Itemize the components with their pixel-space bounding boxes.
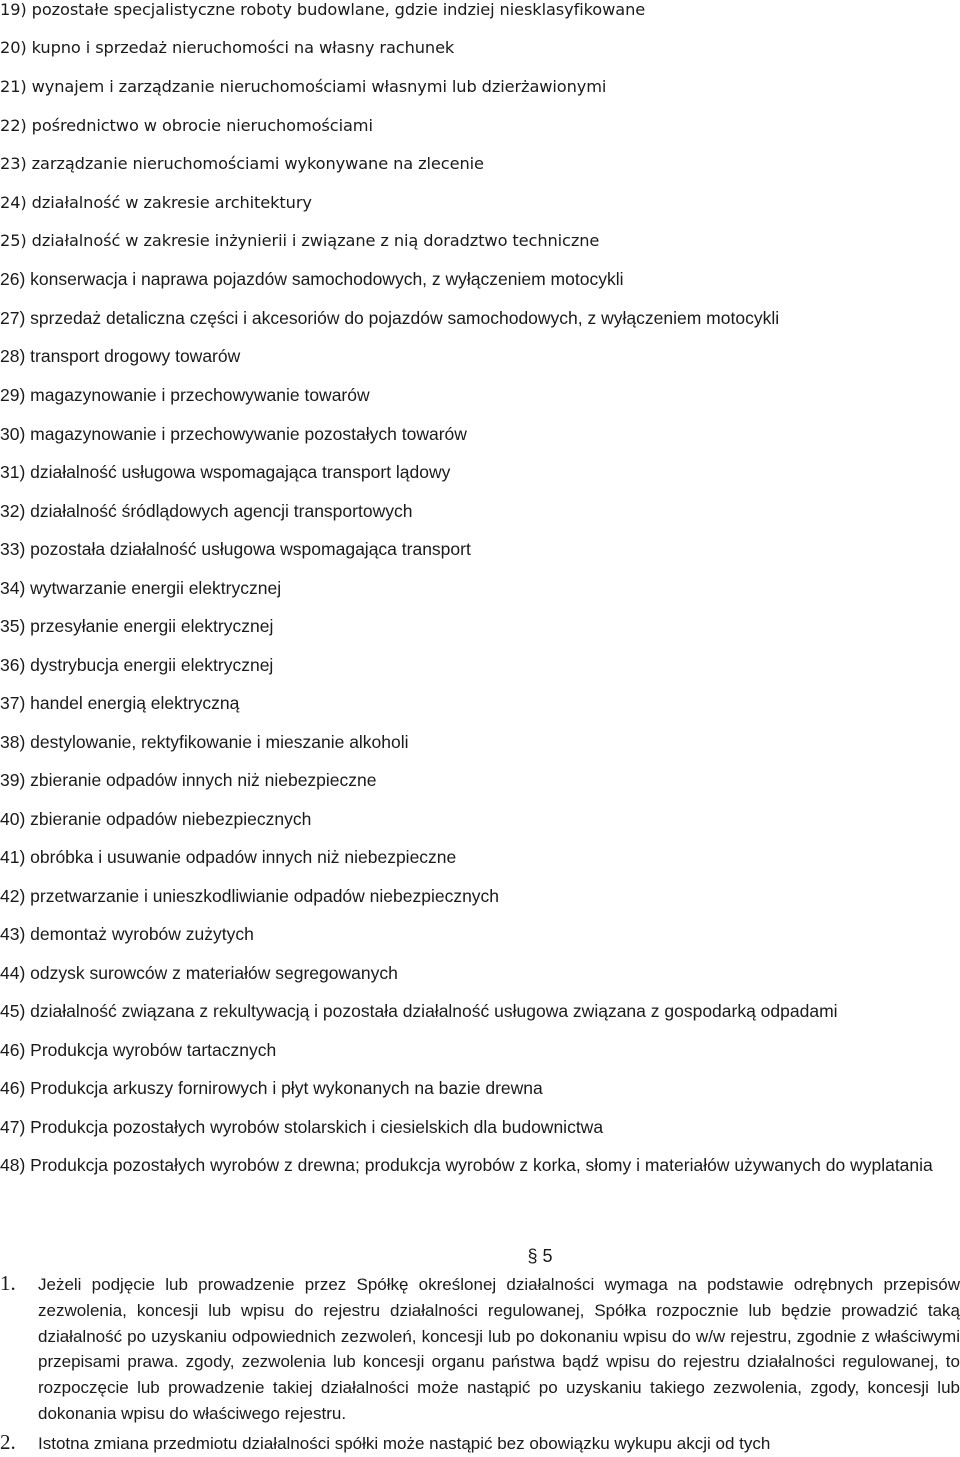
- list-item: 46) Produkcja wyrobów tartacznych: [0, 1040, 277, 1060]
- paragraph-number: 1.: [0, 1271, 16, 1295]
- paragraph-text: Jeżeli podjęcie lub prowadzenie przez Spółkę określonej działalności wymaga na podstawie odrębnych przepisów zezwolenia, koncesji lub wpisu do rejestru działalności regulowanej, Spółka rozpocznie lub będzie prowadzić taką działalność po uzyskaniu odpowiednich zezwoleń, koncesji lub po dokonaniu wpisu do w/w rejestru, zgodnie z właściwymi przepisami prawa. zgody, zezwolenia lub koncesji organu państwa bądź wpisu do rejestru działalności regulowanej, to rozpoczęcie lub prowadzenie takiej działalności może nastąpić po uzyskaniu takiego zezwolenia, zgody, koncesji lub dokonania wpisu do właściwego rejestru.: [38, 1275, 960, 1423]
- list-item: 20) kupno i sprzedaż nieruchomości na własny rachunek: [0, 38, 455, 57]
- list-item: 26) konserwacja i naprawa pojazdów samochodowych, z wyłączeniem motocykli: [0, 269, 624, 289]
- list-item: 19) pozostałe specjalistyczne roboty budowlane, gdzie indziej niesklasyfikowane: [0, 0, 646, 19]
- list-item: 46) Produkcja arkuszy fornirowych i płyt wykonanych na bazie drewna: [0, 1078, 543, 1098]
- list-item: 22) pośrednictwo w obrocie nieruchomościami: [0, 116, 373, 135]
- paragraph-2: [0, 1430, 960, 1457]
- section-heading: § 5: [527, 1246, 553, 1266]
- list-item: 35) przesyłanie energii elektrycznej: [0, 616, 274, 636]
- list-item: 31) działalność usługowa wspomagająca transport lądowy: [0, 462, 451, 482]
- paragraph-1: [0, 1271, 960, 1427]
- list-item: 43) demontaż wyrobów zużytych: [0, 924, 254, 944]
- list-item: 42) przetwarzanie i unieszkodliwianie odpadów niebezpiecznych: [0, 886, 500, 906]
- list-item: 25) działalność w zakresie inżynierii i związane z nią doradztwo techniczne: [0, 231, 600, 250]
- list-item: 36) dystrybucja energii elektrycznej: [0, 655, 274, 675]
- list-item: 37) handel energią elektryczną: [0, 693, 240, 713]
- list-item: 48) Produkcja pozostałych wyrobów z drewna; produkcja wyrobów z korka, słomy i materiałów używanych do wyplatania: [0, 1155, 933, 1175]
- list-item: 30) magazynowanie i przechowywanie pozostałych towarów: [0, 424, 467, 444]
- list-item: 41) obróbka i usuwanie odpadów innych niż niebezpieczne: [0, 847, 457, 867]
- list-item: 45) działalność związana z rekultywacją i pozostała działalność usługowa związana z gospodarką odpadami: [0, 1001, 838, 1021]
- list-item: 38) destylowanie, rektyfikowanie i mieszanie alkoholi: [0, 732, 409, 752]
- list-item: 28) transport drogowy towarów: [0, 346, 241, 366]
- paragraph-text: Istotna zmiana przedmiotu działalności spółki może nastąpić bez obowiązku wykupu akcji od tych: [38, 1434, 771, 1453]
- list-item: 23) zarządzanie nieruchomościami wykonywane na zlecenie: [0, 154, 484, 173]
- list-item: 44) odzysk surowców z materiałów segregowanych: [0, 963, 398, 983]
- list-item: 21) wynajem i zarządzanie nieruchomościami własnymi lub dzierżawionymi: [0, 77, 607, 96]
- paragraph-number: 2.: [0, 1430, 16, 1454]
- list-item: 24) działalność w zakresie architektury: [0, 193, 312, 212]
- list-item: 29) magazynowanie i przechowywanie towarów: [0, 385, 370, 405]
- list-item: 47) Produkcja pozostałych wyrobów stolarskich i ciesielskich dla budownictwa: [0, 1117, 604, 1137]
- list-item: 39) zbieranie odpadów innych niż niebezpieczne: [0, 770, 377, 790]
- list-item: 40) zbieranie odpadów niebezpiecznych: [0, 809, 312, 829]
- list-item: 27) sprzedaż detaliczna części i akcesoriów do pojazdów samochodowych, z wyłączeniem motocykli: [0, 308, 780, 328]
- list-item: 34) wytwarzanie energii elektrycznej: [0, 578, 282, 598]
- list-item: 33) pozostała działalność usługowa wspomagająca transport: [0, 539, 471, 559]
- list-item: 32) działalność śródlądowych agencji transportowych: [0, 501, 413, 521]
